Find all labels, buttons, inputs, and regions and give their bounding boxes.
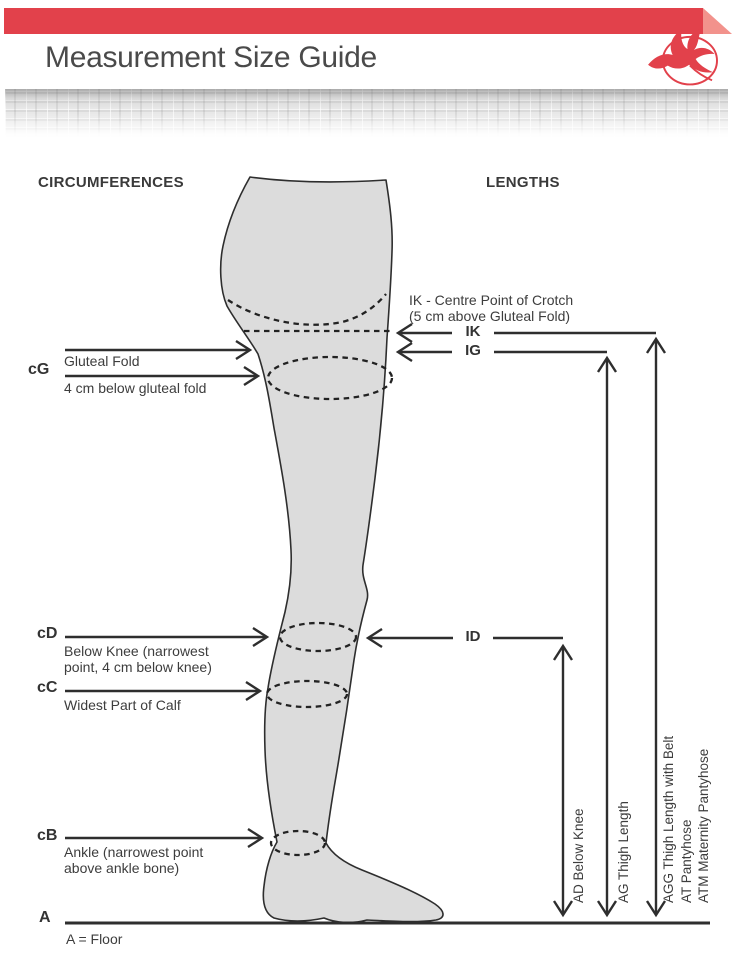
floor-label: A = Floor <box>66 931 123 947</box>
ankle-label: Ankle (narrowest point above ankle bone) <box>64 844 204 876</box>
at-length-label: AT Pantyhose <box>679 819 694 903</box>
circumferences-heading: CIRCUMFERENCES <box>38 174 184 191</box>
ig-code-label: IG <box>465 342 481 359</box>
ad-length-line <box>554 646 572 915</box>
lengths-heading: LENGTHS <box>486 174 560 191</box>
gluteal-fold-label: Gluteal Fold <box>64 353 140 369</box>
cc-code-label: cC <box>37 679 58 696</box>
atm-length-label: ATM Maternity Pantyhose <box>696 748 711 903</box>
cd-code-label: cD <box>37 625 58 642</box>
ig-arrow-line <box>398 343 607 361</box>
id-code-label: ID <box>465 628 481 645</box>
ag-length-line <box>598 358 616 915</box>
below-gluteal-label: 4 cm below gluteal fold <box>64 380 207 396</box>
cg-code-label: cG <box>28 361 50 378</box>
leg-outline <box>221 177 443 922</box>
crotch-note-line1: IK - Centre Point of Crotch <box>409 292 574 308</box>
calf-label: Widest Part of Calf <box>64 697 181 713</box>
ag-length-label: AG Thigh Length <box>616 801 631 903</box>
ad-length-label: AD Below Knee <box>571 808 586 903</box>
below-knee-label: Below Knee (narrowest point, 4 cm below knee) <box>64 643 212 675</box>
ik-arrow-line <box>398 324 656 342</box>
a-code-label: A <box>39 909 51 926</box>
ik-code-label: IK <box>465 323 481 340</box>
cb-code-label: cB <box>37 827 58 844</box>
page-title: Measurement Size Guide <box>45 41 377 74</box>
crotch-note-line2: (5 cm above Gluteal Fold) <box>409 308 571 324</box>
agg-length-label: AGG Thigh Length with Belt <box>661 735 676 903</box>
